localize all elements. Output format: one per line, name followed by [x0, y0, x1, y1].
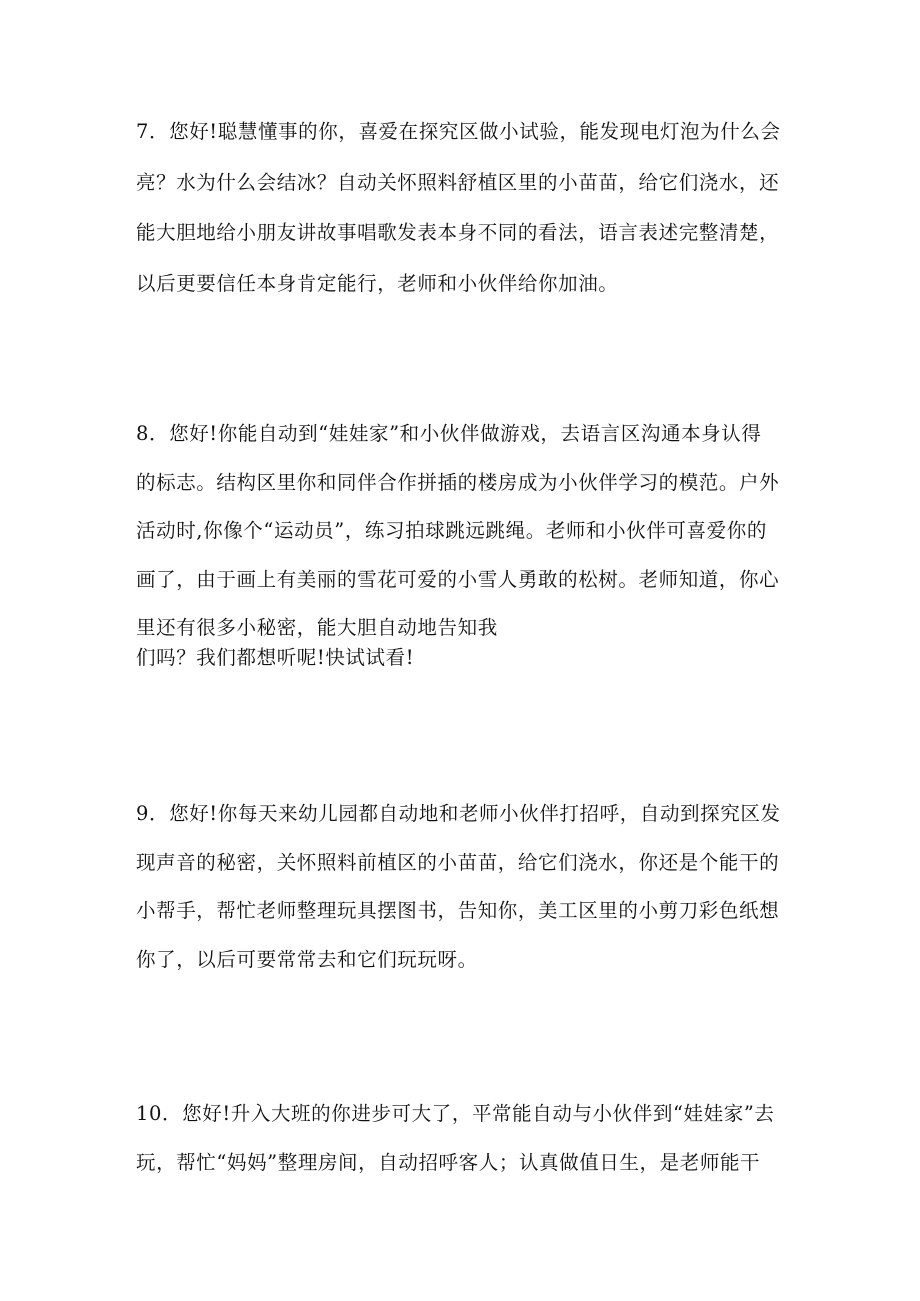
- paragraph-line: 8．您好!你能自动到“娃娃家”和小伙伴做游戏，去语言区沟通本身认得: [136, 422, 762, 445]
- paragraph-line: 里还有很多小秘密，能大胆自动地告知我: [136, 616, 498, 639]
- paragraph-line: 能大胆地给小朋友讲故事唱歌发表本身不同的看法，语言表述完整清楚，: [136, 221, 780, 244]
- paragraph-line: 小帮手，帮忙老师整理玩具摆图书，告知你，美工区里的小剪刀彩色纸想: [136, 899, 780, 922]
- paragraph-line: 10．您好!升入大班的你进步可大了，平常能自动与小伙伴到“娃娃家”去: [136, 1102, 775, 1125]
- paragraph-line: 你了，以后可要常常去和它们玩玩呀。: [136, 947, 478, 971]
- paragraph-line: 活动时,你像个“运动员”，练习拍球跳远跳绳。老师和小伙伴可喜爱你的: [136, 519, 767, 542]
- paragraph-9: [136, 800, 796, 994]
- paragraph-8: [136, 420, 796, 693]
- paragraph-line: 的标志。结构区里你和同伴合作拼插的楼房成为小伙伴学习的模范。户外: [136, 470, 780, 494]
- paragraph-line: 亮？水为什么会结冰？自动关怀照料舒植区里的小苗苗，给它们浇水，还: [136, 170, 780, 194]
- paragraph-line: 以后更要信任本身肯定能行，老师和小伙伴给你加油。: [136, 271, 619, 295]
- paragraph-line: 画了，由于画上有美丽的雪花可爱的小雪人勇敢的松树。老师知道，你心: [136, 567, 780, 591]
- paragraph-7: [136, 118, 796, 320]
- paragraph-line: 7．您好!聪慧懂事的你，喜爱在探究区做小试验，能发现电灯泡为什么会: [136, 120, 781, 143]
- paragraph-line: 现声音的秘密，关怀照料前植区的小苗苗，给它们浇水，你还是个能干的: [136, 850, 780, 874]
- paragraph-10: [136, 1100, 796, 1197]
- paragraph-line: 玩，帮忙“妈妈”整理房间，自动招呼客人；认真做值日生，是老师能干: [136, 1150, 761, 1174]
- paragraph-line: 9．您好!你每天来幼儿园都自动地和老师小伙伴打招呼，自动到探究区发: [136, 802, 781, 825]
- paragraph-line: 们吗？我们都想听呢!快试试看!: [136, 646, 415, 669]
